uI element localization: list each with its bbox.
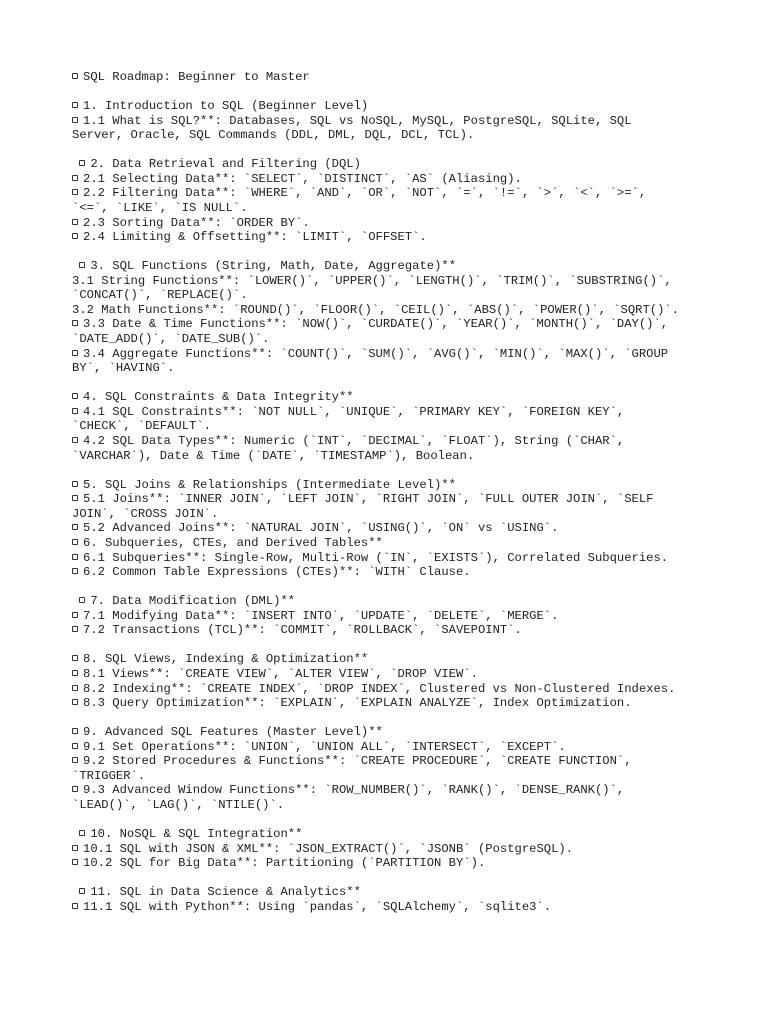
section-text-line: [72, 303, 712, 318]
section-heading-line: [72, 594, 712, 609]
section-text-line: [72, 114, 712, 129]
boxed-glyph-icon: [72, 189, 78, 195]
boxed-glyph-icon: [72, 655, 78, 661]
document-body: [72, 70, 712, 914]
block-gap: [72, 711, 712, 725]
boxed-glyph-icon: [72, 554, 78, 560]
section-text-line: [72, 842, 712, 857]
boxed-glyph-icon: [72, 757, 78, 763]
boxed-glyph-icon: [72, 845, 78, 851]
boxed-glyph-icon: [72, 743, 78, 749]
boxed-glyph-icon: [72, 626, 78, 632]
section-text-line: [72, 507, 712, 522]
section-text-line: [72, 783, 712, 798]
line-text: 7.1 Modifying Data**: `INSERT INTO`, `UPDATE`, `DELETE`, `MERGE`.: [83, 608, 559, 623]
boxed-glyph-icon: [72, 495, 78, 501]
line-text: 10.1 SQL with JSON & XML**: `JSON_EXTRACT()`, `JSONB` (PostgreSQL).: [83, 841, 574, 856]
boxed-glyph-icon: [79, 830, 85, 836]
line-text: 11. SQL in Data Science & Analytics**: [90, 885, 361, 900]
section-text-line: [72, 798, 712, 813]
section-text-line: [72, 288, 712, 303]
line-text: 8.2 Indexing**: `CREATE INDEX`, `DROP INDEX`, Clustered vs Non-Clustered Indexes.: [83, 681, 676, 696]
line-text: 4. SQL Constraints & Data Integrity**: [83, 390, 354, 405]
line-text: 3.3 Date & Time Functions**: `NOW()`, `CURDATE()`, `YEAR()`, `MONTH()`, `DAY()`,: [83, 317, 669, 332]
line-text: 1. Introduction to SQL (Beginner Level): [83, 98, 369, 113]
boxed-glyph-icon: [79, 888, 85, 894]
boxed-glyph-icon: [72, 612, 78, 618]
boxed-glyph-icon: [72, 728, 78, 734]
section-text-line: [72, 361, 712, 376]
line-text: 1.1 What is SQL?**: Databases, SQL vs NoSQL, MySQL, PostgreSQL, SQLite, SQL: [83, 113, 632, 128]
boxed-glyph-icon: [72, 786, 78, 792]
boxed-glyph-icon: [72, 524, 78, 530]
line-text: 2.2 Filtering Data**: `WHERE`, `AND`, `OR`, `NOT`, `=`, `!=`, `>`, `<`, `>=`,: [83, 186, 647, 201]
section-text-line: [72, 609, 712, 624]
boxed-glyph-icon: [72, 437, 78, 443]
block-gap: [72, 463, 712, 477]
section-text-line: [72, 740, 712, 755]
boxed-glyph-icon: [72, 320, 78, 326]
section-text-line: [72, 201, 712, 216]
section-heading-line: [72, 157, 712, 172]
section-heading-line: [72, 259, 712, 274]
line-text: 8. SQL Views, Indexing & Optimization**: [83, 652, 369, 667]
line-text: SQL Roadmap: Beginner to Master: [83, 70, 310, 84]
line-text: 2.4 Limiting & Offsetting**: `LIMIT`, `OFFSET`.: [83, 230, 427, 245]
boxed-glyph-icon: [72, 408, 78, 414]
section-text-line: [72, 128, 712, 143]
block-gap: [72, 245, 712, 259]
line-text: BY`, `HAVING`.: [72, 361, 175, 376]
section-text-line: [72, 216, 712, 231]
line-text: JOIN`, `CROSS JOIN`.: [72, 506, 219, 521]
line-text: `TRIGGER`.: [72, 768, 146, 783]
section-text-line: [72, 667, 712, 682]
boxed-glyph-icon: [79, 597, 85, 603]
block-gap: [72, 871, 712, 885]
section-text-line: [72, 274, 712, 289]
line-text: 9. Advanced SQL Features (Master Level)**: [83, 725, 383, 740]
line-text: `LEAD()`, `LAG()`, `NTILE()`.: [72, 798, 285, 813]
section-heading-line: [72, 99, 712, 114]
boxed-glyph-icon: [72, 481, 78, 487]
line-text: 6.2 Common Table Expressions (CTEs)**: `WITH` Clause.: [83, 565, 471, 580]
line-text: 3.1 String Functions**: `LOWER()`, `UPPER()`, `LENGTH()`, `TRIM()`, `SUBSTRING()`,: [72, 273, 672, 288]
section-text-line: [72, 682, 712, 697]
section-text-line: [72, 856, 712, 871]
section-heading-line: [72, 652, 712, 667]
section-text-line: [72, 536, 712, 551]
block-gap: [72, 143, 712, 157]
boxed-glyph-icon: [72, 670, 78, 676]
line-text: `DATE_ADD()`, `DATE_SUB()`.: [72, 332, 270, 347]
line-text: 5.2 Advanced Joins**: `NATURAL JOIN`, `USING()`, `ON` vs `USING`.: [83, 521, 559, 536]
section-text-line: [72, 172, 712, 187]
line-text: 5. SQL Joins & Relationships (Intermediate Level)**: [83, 477, 456, 492]
section-text-line: [72, 186, 712, 201]
section-heading-line: [72, 70, 712, 85]
line-text: 2.3 Sorting Data**: `ORDER BY`.: [83, 215, 310, 230]
line-text: 6.1 Subqueries**: Single-Row, Multi-Row (`IN`, `EXISTS`), Correlated Subqueries.: [83, 550, 669, 565]
block-gap: [72, 813, 712, 827]
boxed-glyph-icon: [72, 350, 78, 356]
boxed-glyph-icon: [72, 117, 78, 123]
section-text-line: [72, 405, 712, 420]
section-text-line: [72, 230, 712, 245]
line-text: 4.2 SQL Data Types**: Numeric (`INT`, `DECIMAL`, `FLOAT`), String (`CHAR`,: [83, 434, 625, 449]
line-text: 9.1 Set Operations**: `UNION`, `UNION ALL`, `INTERSECT`, `EXCEPT`.: [83, 739, 566, 754]
line-text: 10.2 SQL for Big Data**: Partitioning (`PARTITION BY`).: [83, 856, 486, 871]
section-text-line: [72, 565, 712, 580]
section-heading-line: [72, 390, 712, 405]
line-text: 9.3 Advanced Window Functions**: `ROW_NUMBER()`, `RANK()`, `DENSE_RANK()`,: [83, 783, 625, 798]
line-text: `<=`, `LIKE`, `IS NULL`.: [72, 200, 248, 215]
block-gap: [72, 638, 712, 652]
line-text: 8.1 Views**: `CREATE VIEW`, `ALTER VIEW`, `DROP VIEW`.: [83, 666, 478, 681]
section-text-line: [72, 623, 712, 638]
line-text: 11.1 SQL with Python**: Using `pandas`, `SQLAlchemy`, `sqlite3`.: [83, 899, 552, 914]
boxed-glyph-icon: [72, 102, 78, 108]
boxed-glyph-icon: [72, 175, 78, 181]
section-heading-line: [72, 478, 712, 493]
section-text-line: [72, 754, 712, 769]
block-gap: [72, 580, 712, 594]
section-text-line: [72, 521, 712, 536]
boxed-glyph-icon: [72, 233, 78, 239]
section-text-line: [72, 900, 712, 915]
line-text: 10. NoSQL & SQL Integration**: [90, 827, 303, 842]
line-text: 3.2 Math Functions**: `ROUND()`, `FLOOR()`, `CEIL()`, `ABS()`, `POWER()`, `SQRT()`.: [72, 302, 680, 317]
line-text: 3. SQL Functions (String, Math, Date, Aggregate)**: [90, 259, 457, 274]
boxed-glyph-icon: [72, 685, 78, 691]
line-text: 4.1 SQL Constraints**: `NOT NULL`, `UNIQUE`, `PRIMARY KEY`, `FOREIGN KEY`,: [83, 404, 625, 419]
boxed-glyph-icon: [72, 859, 78, 865]
section-text-line: [72, 449, 712, 464]
line-text: Server, Oracle, SQL Commands (DDL, DML, DQL, DCL, TCL).: [72, 128, 475, 143]
boxed-glyph-icon: [79, 262, 85, 268]
line-text: `CONCAT()`, `REPLACE()`.: [72, 288, 248, 303]
section-text-line: [72, 434, 712, 449]
boxed-glyph-icon: [72, 539, 78, 545]
boxed-glyph-icon: [72, 903, 78, 909]
boxed-glyph-icon: [72, 568, 78, 574]
line-text: 8.3 Query Optimization**: `EXPLAIN`, `EXPLAIN ANALYZE`, Index Optimization.: [83, 696, 632, 711]
section-text-line: [72, 492, 712, 507]
line-text: 5.1 Joins**: `INNER JOIN`, `LEFT JOIN`, `RIGHT JOIN`, `FULL OUTER JOIN`, `SELF: [83, 492, 654, 507]
line-text: `CHECK`, `DEFAULT`.: [72, 419, 211, 434]
line-text: 6. Subqueries, CTEs, and Derived Tables**: [83, 535, 383, 550]
section-text-line: [72, 332, 712, 347]
boxed-glyph-icon: [72, 699, 78, 705]
line-text: 2. Data Retrieval and Filtering (DQL): [90, 157, 361, 172]
section-heading-line: [72, 885, 712, 900]
line-text: 3.4 Aggregate Functions**: `COUNT()`, `SUM()`, `AVG()`, `MIN()`, `MAX()`, `GROUP: [83, 346, 669, 361]
line-text: 2.1 Selecting Data**: `SELECT`, `DISTINCT`, `AS` (Aliasing).: [83, 171, 522, 186]
boxed-glyph-icon: [72, 73, 78, 79]
section-heading-line: [72, 827, 712, 842]
boxed-glyph-icon: [72, 219, 78, 225]
block-gap: [72, 85, 712, 99]
boxed-glyph-icon: [79, 160, 85, 166]
section-heading-line: [72, 725, 712, 740]
section-text-line: [72, 696, 712, 711]
line-text: `VARCHAR`), Date & Time (`DATE`, `TIMESTAMP`), Boolean.: [72, 448, 475, 463]
section-text-line: [72, 419, 712, 434]
block-gap: [72, 376, 712, 390]
section-text-line: [72, 317, 712, 332]
section-text-line: [72, 347, 712, 362]
line-text: 7.2 Transactions (TCL)**: `COMMIT`, `ROLLBACK`, `SAVEPOINT`.: [83, 623, 522, 638]
boxed-glyph-icon: [72, 393, 78, 399]
line-text: 7. Data Modification (DML)**: [90, 594, 296, 609]
section-text-line: [72, 551, 712, 566]
line-text: 9.2 Stored Procedures & Functions**: `CREATE PROCEDURE`, `CREATE FUNCTION`,: [83, 754, 632, 769]
section-text-line: [72, 769, 712, 784]
